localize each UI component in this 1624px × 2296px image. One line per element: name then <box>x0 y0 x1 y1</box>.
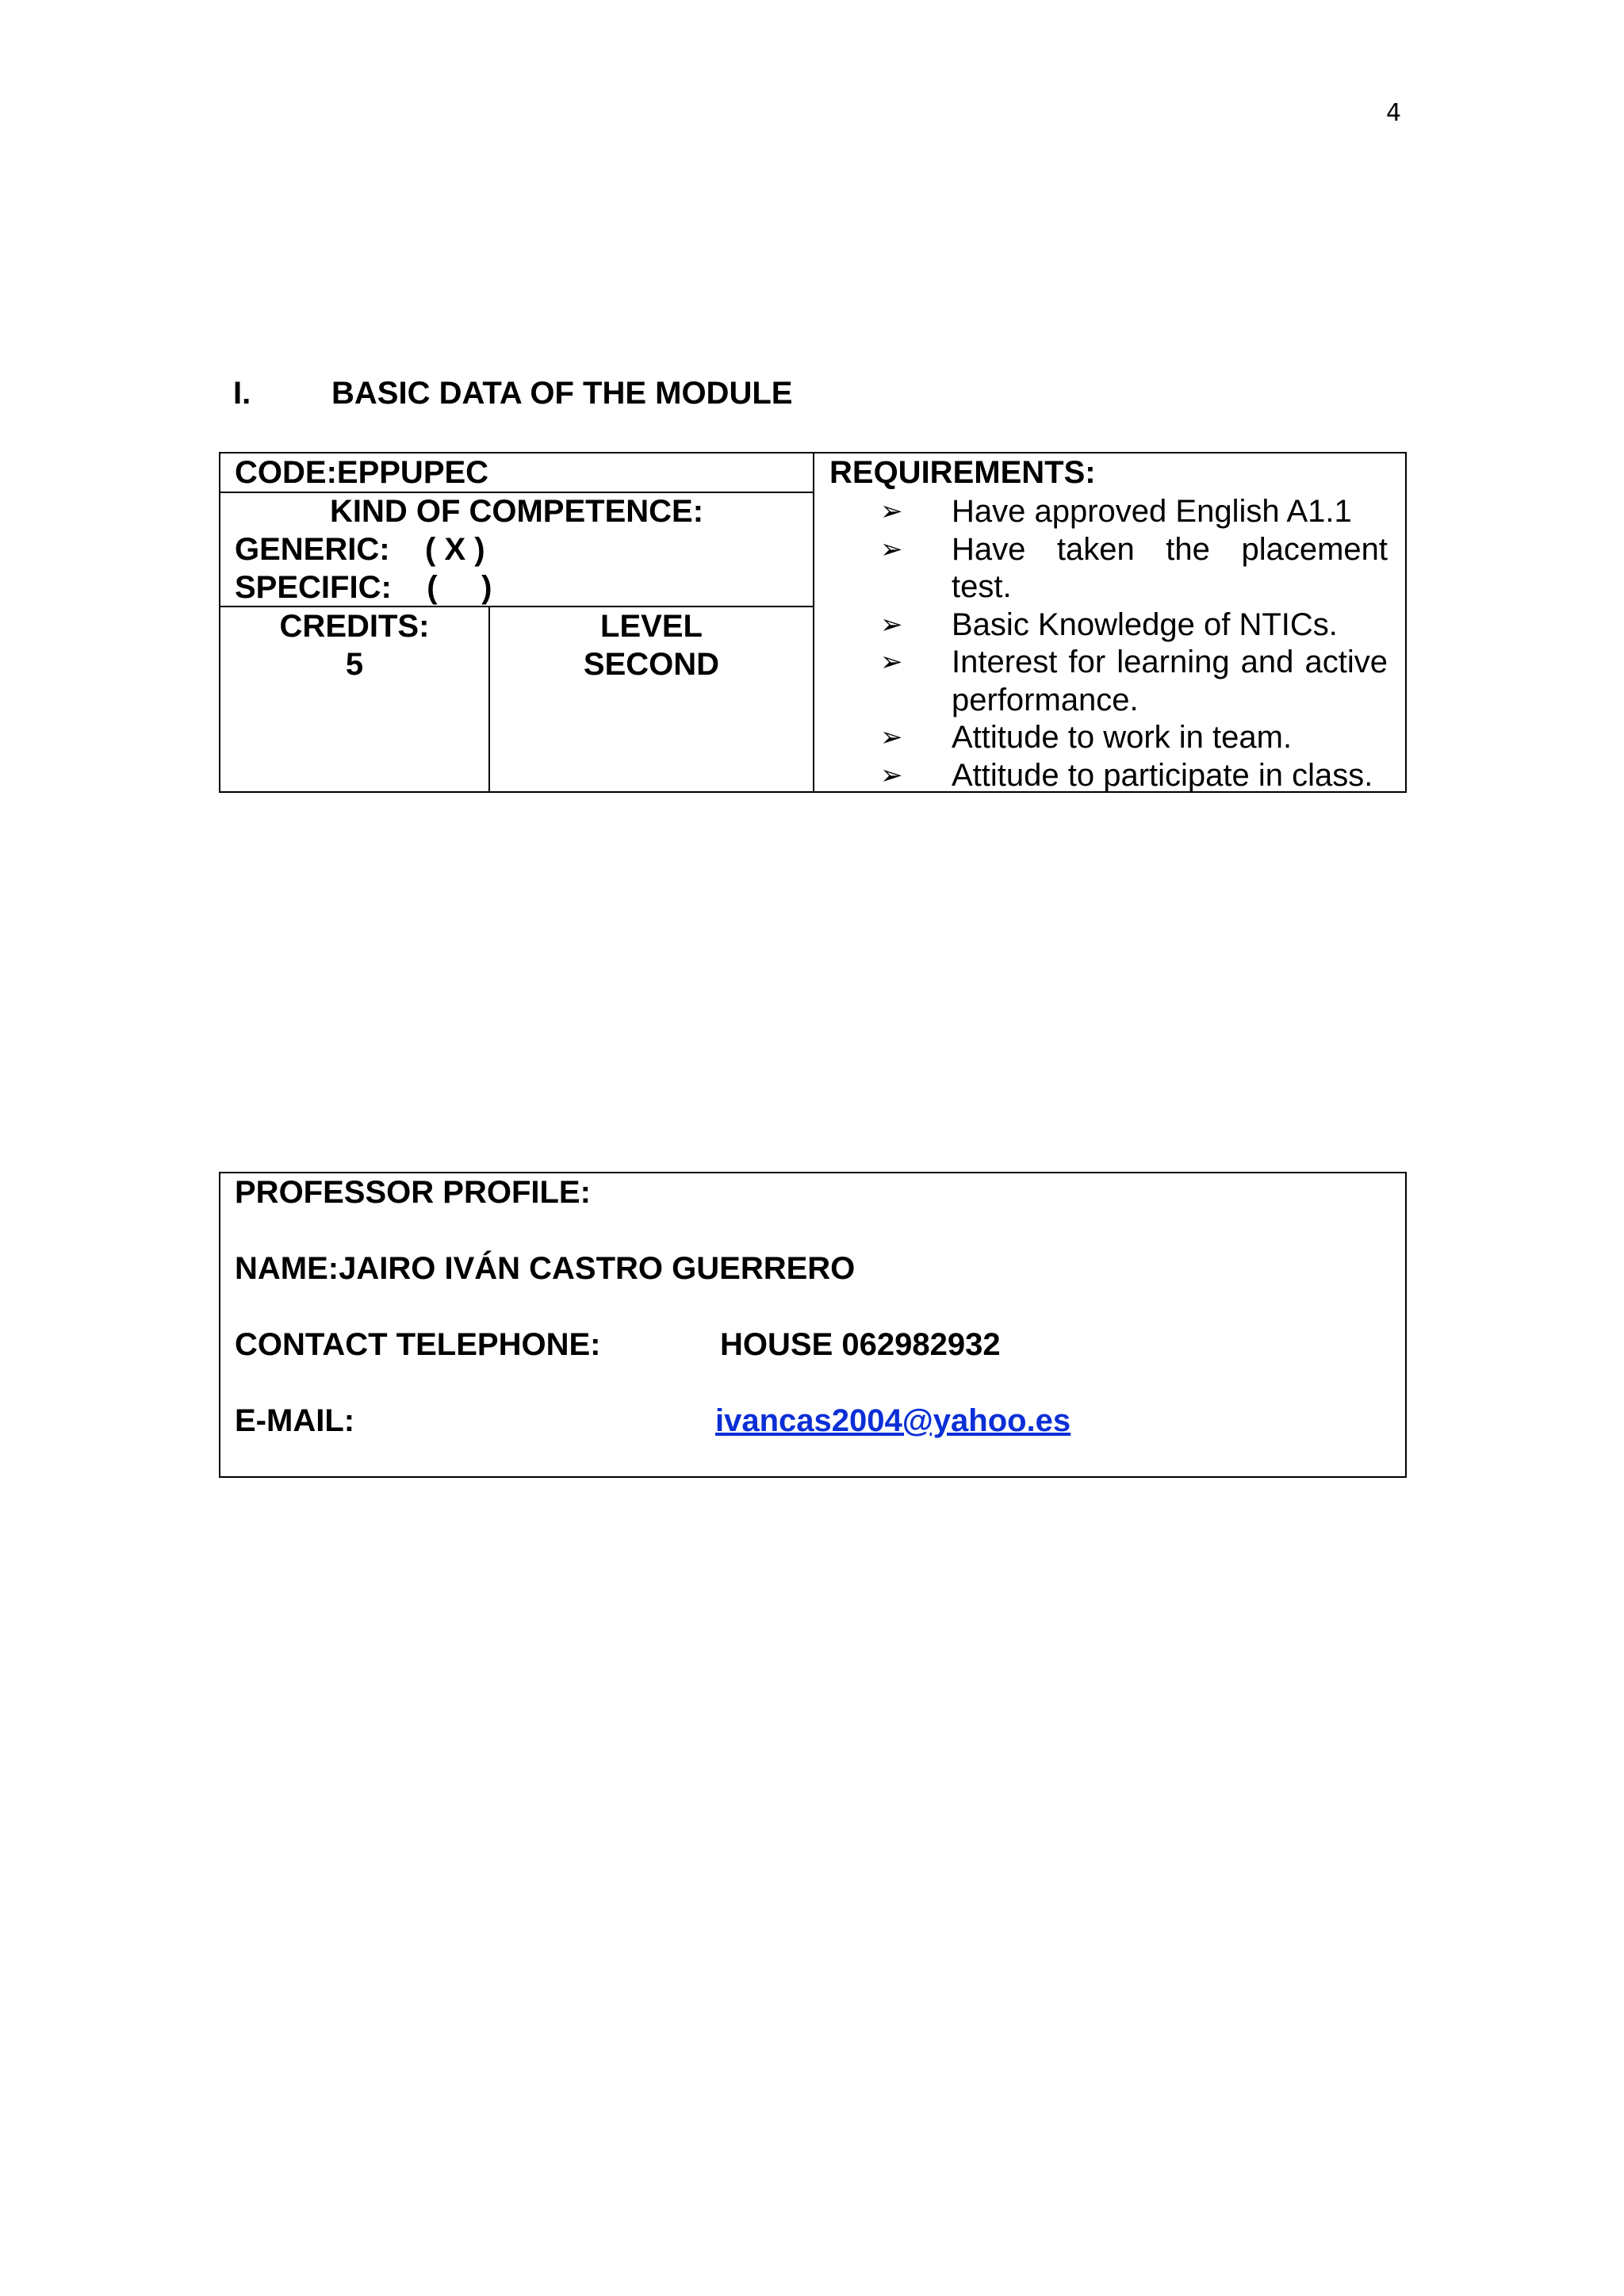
professor-profile-box <box>219 1172 1407 1478</box>
requirements-label: REQUIREMENTS: <box>829 455 1096 490</box>
specific-competence: SPECIFIC: ( ) <box>235 570 492 605</box>
list-item: ➢ Basic Knowledge of NTICs. <box>880 607 1388 645</box>
level-value: SECOND <box>583 647 720 682</box>
page-number: 4 <box>1386 99 1402 127</box>
generic-competence: GENERIC: ( X ) <box>235 532 485 567</box>
level-label: LEVEL <box>600 609 703 644</box>
arrow-bullet-icon: ➢ <box>880 608 903 641</box>
credits-label: CREDITS: <box>279 609 430 644</box>
list-item: ➢ Interest for learning and active performance. <box>880 645 1388 718</box>
email-link[interactable]: ivancas2004@yahoo.es <box>715 1403 1071 1438</box>
arrow-bullet-icon: ➢ <box>880 646 903 678</box>
list-item: ➢ Have approved English A1.1 <box>880 493 1388 531</box>
arrow-bullet-icon: ➢ <box>880 496 903 527</box>
professor-profile-heading: PROFESSOR PROFILE: <box>235 1175 591 1210</box>
module-data-table <box>219 452 1407 793</box>
list-item: ➢ Attitude to participate in class. <box>880 757 1388 795</box>
section-title: BASIC DATA OF THE MODULE <box>331 376 793 411</box>
kind-of-competence-label: KIND OF COMPETENCE: <box>329 494 704 529</box>
module-code: CODE:EPPUPEC <box>235 455 489 490</box>
arrow-bullet-icon: ➢ <box>880 721 903 753</box>
table-divider-vertical <box>813 453 814 791</box>
section-heading <box>233 376 792 411</box>
email-label: E-MAIL: <box>235 1403 355 1438</box>
contact-telephone-label: CONTACT TELEPHONE: <box>235 1327 601 1362</box>
credits-value: 5 <box>345 647 364 682</box>
arrow-bullet-icon: ➢ <box>880 533 903 565</box>
arrow-bullet-icon: ➢ <box>880 759 903 791</box>
list-item: ➢ Have taken the placement test. <box>880 531 1388 604</box>
professor-name: NAME:JAIRO IVÁN CASTRO GUERRERO <box>235 1251 856 1286</box>
contact-telephone-value: HOUSE 062982932 <box>720 1327 1001 1362</box>
list-item: ➢ Attitude to work in team. <box>880 719 1388 757</box>
section-numeral: I. <box>233 376 251 411</box>
requirements-list <box>880 493 1388 794</box>
